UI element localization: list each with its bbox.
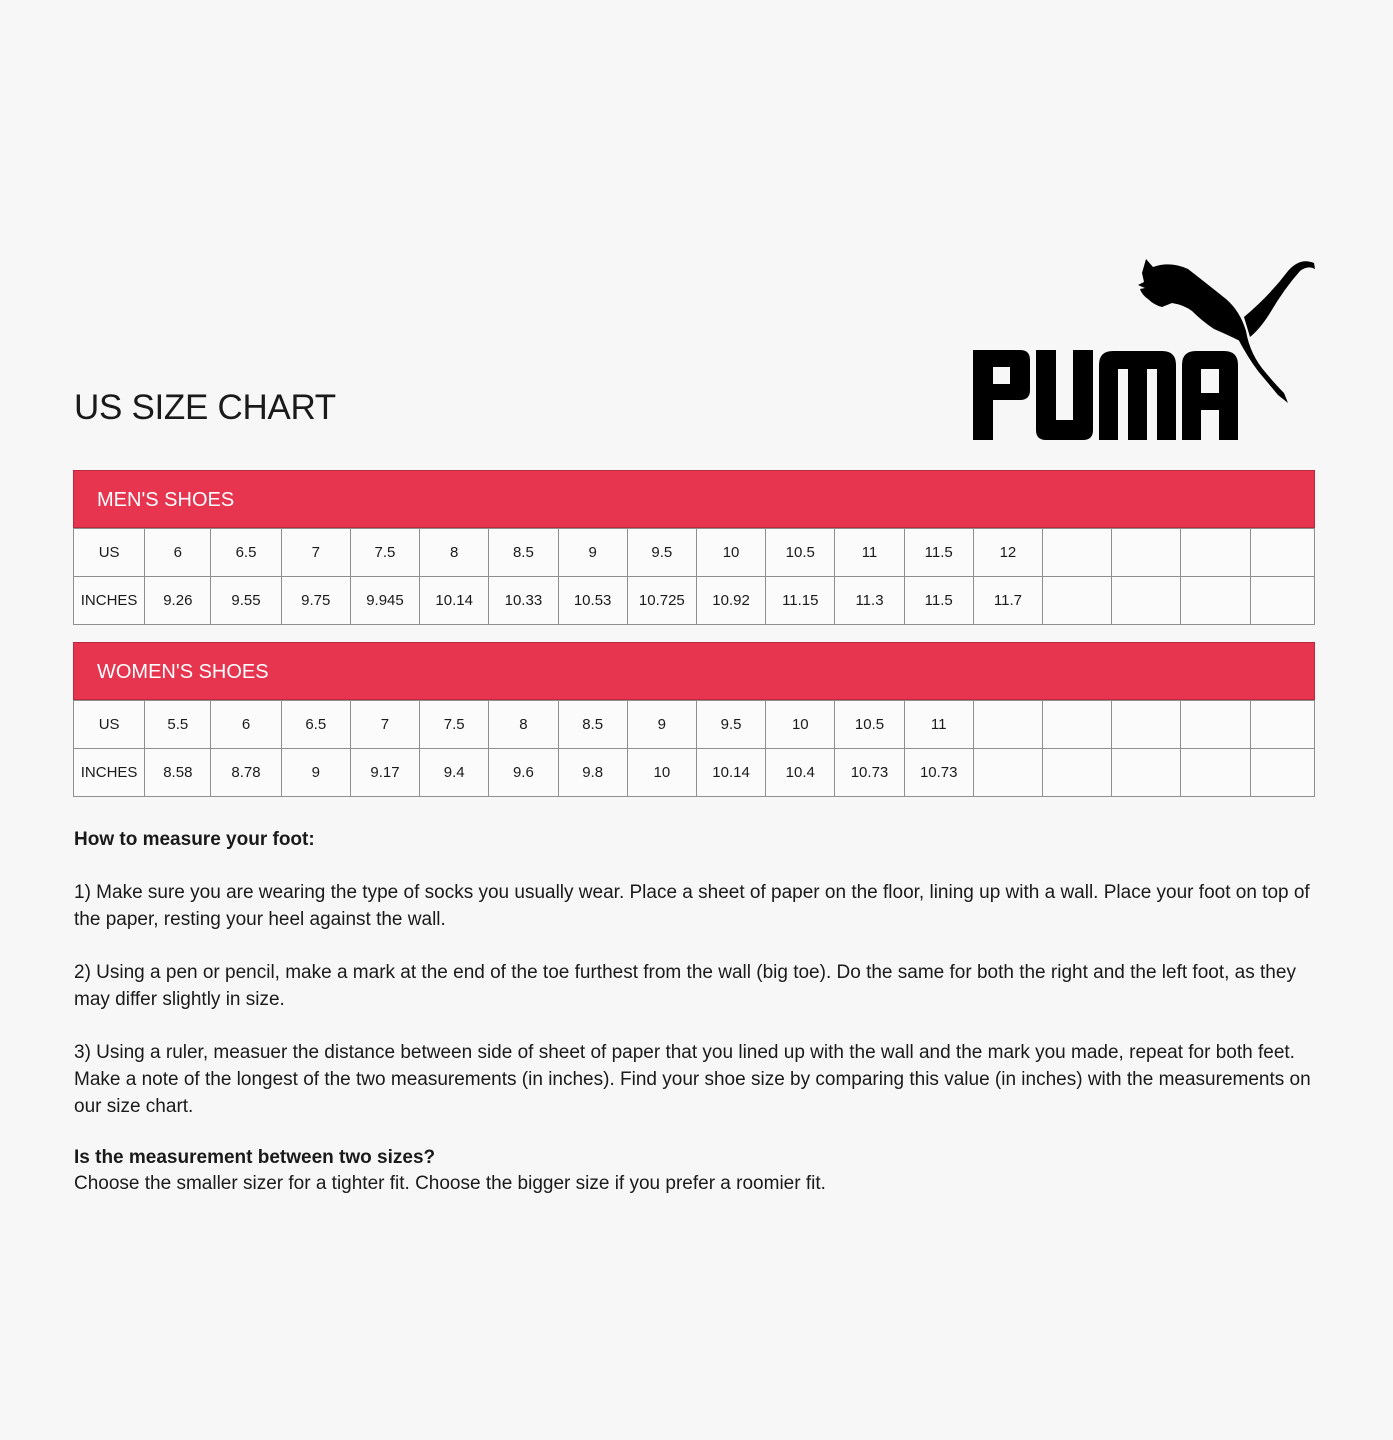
between-sizes-answer: Choose the smaller sizer for a tighter fit. Choose the bigger size if you prefer a roomier fit. [74, 1173, 826, 1194]
size-cell: 11.3 [835, 577, 904, 625]
size-cell: 7.5 [420, 701, 489, 749]
size-cell: 9.17 [350, 749, 419, 797]
size-cell: 10.53 [558, 577, 627, 625]
between-sizes-heading: Is the measurement between two sizes? [74, 1147, 436, 1168]
page-title: US SIZE CHART [74, 388, 336, 427]
size-cell: 9 [558, 529, 627, 577]
size-cell [1250, 529, 1314, 577]
size-cell: 6.5 [281, 701, 350, 749]
mens-size-section [73, 470, 1315, 625]
instructions-heading: How to measure your foot: [74, 829, 315, 850]
us-size-row [74, 701, 1315, 749]
size-cell: 9 [281, 749, 350, 797]
size-cell: 7 [350, 701, 419, 749]
size-cell: 10 [766, 701, 835, 749]
size-cell: 9.5 [627, 529, 696, 577]
size-cell: 10.725 [627, 577, 696, 625]
size-cell: 9.55 [211, 577, 281, 625]
size-cell [1181, 749, 1250, 797]
size-cell [1181, 701, 1250, 749]
size-cell: 6 [145, 529, 211, 577]
size-cell: 9.6 [489, 749, 558, 797]
size-cell: 10.73 [904, 749, 973, 797]
measure-instructions [74, 828, 1319, 1197]
size-cell [973, 749, 1042, 797]
size-cell [1181, 529, 1250, 577]
size-cell: 10.4 [766, 749, 835, 797]
mens-table-body [74, 529, 1315, 625]
size-cell: 8 [489, 701, 558, 749]
size-cell [1043, 701, 1112, 749]
size-cell [1250, 749, 1314, 797]
womens-table-body [74, 701, 1315, 797]
size-cell: 9.5 [696, 701, 765, 749]
size-cell: 10.5 [835, 701, 904, 749]
size-cell: 9.945 [350, 577, 419, 625]
instruction-step-2: 2) Using a pen or pencil, make a mark at the end of the toe furthest from the wall (big toe). Do the same for both the right and the left foot, as they may differ slightly in size. [74, 962, 1296, 1010]
puma-cat-icon [970, 255, 1320, 445]
size-cell [1112, 529, 1181, 577]
size-cell: 10.5 [766, 529, 835, 577]
size-cell: 10.92 [696, 577, 765, 625]
instruction-step-3: 3) Using a ruler, measuer the distance between side of sheet of paper that you lined up with the wall and the mark you made, repeat for both feet. Make a note of the longest of the two measurements (in inches). Find your shoe size by comparing this value (in inches) with the measurements on our size chart. [74, 1042, 1311, 1117]
size-cell: 11.15 [766, 577, 835, 625]
size-cell: 6.5 [211, 529, 281, 577]
size-cell: 9 [627, 701, 696, 749]
size-cell: 10 [627, 749, 696, 797]
size-cell: 9.4 [420, 749, 489, 797]
size-cell: 9.26 [145, 577, 211, 625]
size-cell: 11 [835, 529, 904, 577]
size-cell [1112, 701, 1181, 749]
size-cell [1181, 577, 1250, 625]
size-cell: 8.78 [211, 749, 281, 797]
size-cell: 7.5 [350, 529, 419, 577]
row-label-cell: INCHES [74, 577, 145, 625]
row-label-cell: US [74, 701, 145, 749]
womens-section-header: WOMEN'S SHOES [73, 642, 1315, 700]
size-cell: 10.73 [835, 749, 904, 797]
size-cell: 12 [973, 529, 1042, 577]
size-cell: 11.5 [904, 529, 973, 577]
size-cell: 10.14 [420, 577, 489, 625]
size-cell [1112, 749, 1181, 797]
mens-section-header: MEN'S SHOES [73, 470, 1315, 528]
size-cell: 6 [211, 701, 281, 749]
size-cell [1043, 749, 1112, 797]
size-cell: 7 [281, 529, 350, 577]
size-cell: 5.5 [145, 701, 211, 749]
size-cell: 11.5 [904, 577, 973, 625]
inches-row [74, 749, 1315, 797]
inches-row [74, 577, 1315, 625]
size-cell: 11 [904, 701, 973, 749]
row-label-cell: INCHES [74, 749, 145, 797]
size-cell [973, 701, 1042, 749]
size-cell [1043, 529, 1112, 577]
womens-size-table [73, 700, 1315, 797]
size-cell: 9.8 [558, 749, 627, 797]
womens-size-section [73, 642, 1315, 797]
size-cell: 10.14 [696, 749, 765, 797]
mens-size-table [73, 528, 1315, 625]
size-cell [1112, 577, 1181, 625]
size-cell: 8 [420, 529, 489, 577]
size-cell [1250, 701, 1314, 749]
size-cell: 11.7 [973, 577, 1042, 625]
size-cell [1250, 577, 1314, 625]
size-cell: 8.5 [558, 701, 627, 749]
size-cell: 10.33 [489, 577, 558, 625]
size-cell: 9.75 [281, 577, 350, 625]
size-cell: 8.58 [145, 749, 211, 797]
size-cell [1043, 577, 1112, 625]
row-label-cell: US [74, 529, 145, 577]
us-size-row [74, 529, 1315, 577]
puma-logo [970, 255, 1320, 445]
size-cell: 10 [696, 529, 765, 577]
size-cell: 8.5 [489, 529, 558, 577]
instruction-step-1: 1) Make sure you are wearing the type of socks you usually wear. Place a sheet of paper on the floor, lining up with a wall. Place your foot on top of the paper, resting your heel against the wall. [74, 882, 1310, 930]
